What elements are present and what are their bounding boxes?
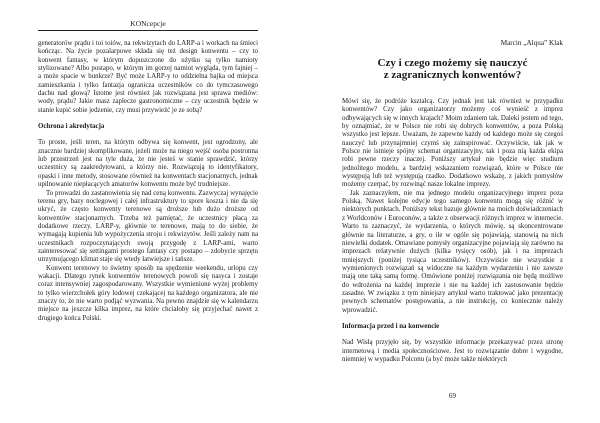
paragraph: To proste, jeśli teren, na którym odbywa się konwent, jest ogrodzony, ale znacznie bardziej skomplikowane, jeżeli może na niego wejść osoba postronna lub przestrzeń jest na tyle duża, że nie jesteś w stanie sprawdzić, którzy uczestnicy są zaakredytowani, a którzy nie. Rozwiązują to identyfikatory, opaski i inne metody, stosowane również na konwentach stacjonarnych, jednak upilnowanie niepłacących amatorów konwentu może być trudniejsze. — [38, 139, 258, 189]
article-title — [342, 58, 563, 81]
left-page — [38, 0, 258, 423]
running-header: KONcepcje — [130, 19, 166, 28]
section-heading: Ochrona i akredytacja — [38, 123, 105, 131]
intro-paragraph: generatorów prądu i toi toiów, na rekwizytach do LARP-a i workach na śmieci kończąc. Na życie pozalarpowe składa się też design konwentu – czy to konwent fantasy, w którym dopuszczone do użytku są tylko namioty stylizowane? Albo postapo, w którym im gorzej namiot wygląda, tym fajniej – a może spacie w bunkrze? Być może LARP-y to oddzielna bajka od miejsca zamieszkania i tylko fantazja ogranicza uczestników co do tymczasowego dachu nad głową? Istotne jest również jak rozwiązana jest sprawa mediów: wody, prądu? Jakie masz zaplecze gastronomiczne – czy uczestnik będzie w stanie kupić sobie jedzenie, czy musi przywieźć je ze sobą? — [38, 40, 258, 114]
paragraph: Nad Wisłą przyjęło się, by wszystkie informacje przekazywać przez stronę internetową i media społecznościowe. Jest to rozwiązanie dobre i wygodne, niemniej w wypadku Polconu (a być może także niektórych — [342, 339, 563, 363]
right-page — [342, 0, 563, 423]
left-column — [38, 40, 258, 323]
paragraph: To prowadzi do zastanowienia się nad ceną konwentu. Zazwyczaj wynajęcie terenu gry, bazy noclegowej i całej infrastruktury to spore koszta i nie da się ukryć, że często konwenty terenowe są droższe lub dużo droższe od konwentów stacjonarnych. Trzeba też pamiętać, że uczestnicy płacą za dodatkowe rzeczy. LARP-y, głównie te terenowe, mają to do siebie, że wymagają kupienia lub wypożyczenia stroju i rekwizytów. Jeśli zależy nam na uczestnikach rozpoczynających swoją przygodę z LARP-ami, warto zainteresować się settingami prostego fantasy czy postapo – zdobycie sprzętu utrzymującego klimat staje się wtedy łatwiejsze i tańsze. — [38, 189, 258, 264]
paragraph: Jak zaznaczyłem, nie ma jednego modelu organizacyjnego imprez poza Polską. Nawet kolejne edycje tego samego konwentu mogą się różnić w niektórych punktach. Poniższy tekst bazuje głównie na moich doświadczeniach z Worldconów i Euroconów, a także z obserwacji różnych imprez w internecie. Warto tu zaznaczyć, że wydarzenia, o których mówię, są skoncentrowane głównie na literaturze, a gry, o ile w ogóle się pojawiają, stanowią na nich niewielki dodatek. Omawiane pomysły organizacyjne pojawiają się zarówno na imprezach relatywnie dużych (kilka tysięcy osób), jak i na imprezach mniejszych (poniżej tysiąca uczestników). Oczywiście nie wszystkie z wymienionych rozwiązań są widoczne na każdym wydarzeniu i nie zawsze mają one taką samą formę. Omówione poniżej rozwiązania nie będą możliwe do wdrożenia na każdej imprezie i nie na każdej ich zastosowanie będzie zasadne. W związku z tym niniejszy artykuł warto traktować jako prezentację pewnych schematów postępowania, a nie instrukcję, co koniecznie należy wprowadzić. — [342, 189, 563, 314]
right-column — [342, 98, 563, 364]
paragraph: Mówi się, że podróże kształcą. Czy jednak jest tak również w przypadku konwentów? Czy jako organizatorzy możemy coś wynieść z imprez odbywających się w innych krajach? Moim zdaniem tak. Daleki jestem od tego, by oznajmiać, że w Polsce nie robi się dobrych konwentów, a poza Polską wszystko jest lepsze. Uważam, że zapewne każdy od każdego może się czegoś nauczyć lub przynajmniej czymś się zainspirować. Oczywiście, tak jak w Polsce nie istnieje spójny schemat organizacyjny, tak i poza nią każda ekipa robi pewne rzeczy inaczej. Poniższy artykuł nie będzie więc studium jednolitego modelu, a bardziej wskazaniem rozwiązań, które w Polsce nie występują lub też występują rzadko. Dodatkowo wskażę, z jakich pomysłów możemy czerpać, by rozwinąć nasze lokalne imprezy. — [342, 98, 563, 189]
title-line: z zagranicznych konwentów? — [383, 68, 522, 81]
header-rule — [38, 30, 258, 31]
paragraph: Konwent terenowy to świetny sposób na spędzenie weekendu, urlopu czy wakacji. Dlatego rynek konwentów terenowych powoli się nasyca i zostaje coraz intensywniej zagospodarowany. Wszystkie wymienione wyżej problemy to tylko wierzchołek góry lodowej czekającej na każdego organizatora, ale nie znaczy to, że nie warto podjąć wyzwania. Na pewno znajdzie się w kalendarzu miejsce na jeszcze kilka imprez, na które chciałoby się przyjechać nawet z drugiego końca Polski. — [38, 264, 258, 322]
article-author: Marcin „Alqua” Klak — [500, 39, 563, 47]
title-line: Czy i czego możemy się nauczyć — [377, 57, 528, 69]
section-heading: Informacja przed i na konwencie — [342, 322, 440, 330]
page-number: 69 — [449, 392, 456, 400]
